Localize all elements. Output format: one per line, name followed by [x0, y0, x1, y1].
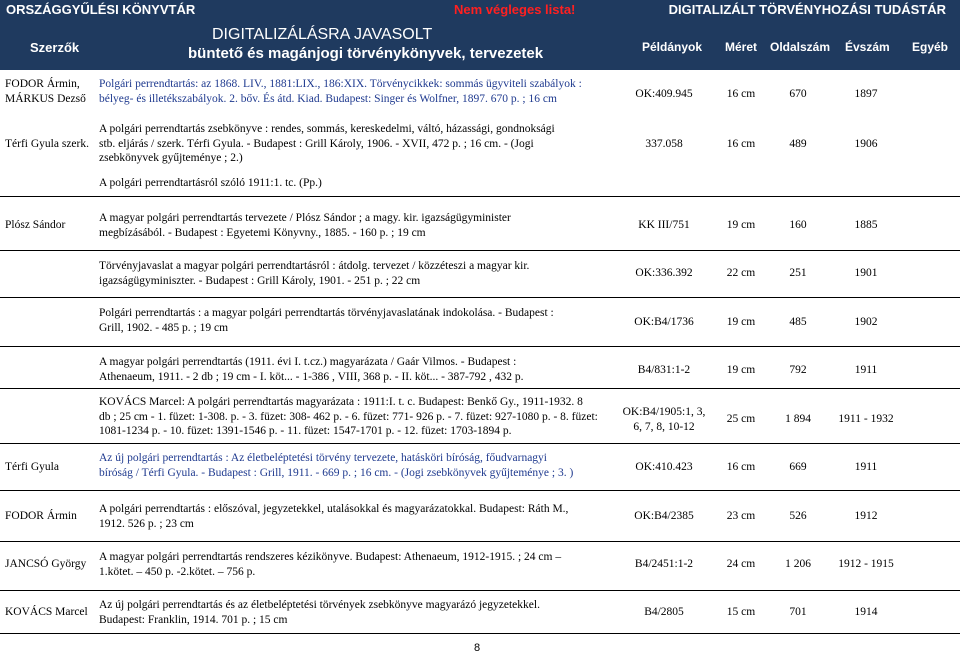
- copies-cell: B4/831:1-2: [637, 364, 691, 376]
- pages-cell: 792: [789, 364, 807, 376]
- title-cell: [99, 598, 540, 627]
- copies-cell: B4/2451:1-2: [634, 558, 694, 570]
- copies-cell: 337.058: [645, 138, 683, 150]
- row-divider: [0, 297, 960, 298]
- author-cell: Térfi Gyula szerk.: [5, 138, 89, 150]
- author-cell: Plósz Sándor: [5, 219, 66, 231]
- title-line: A magyar polgári perrendtartás rendszeres kézikönyve. Budapest: Athenaeum, 1912-1915. ; 24 cm –: [99, 551, 562, 563]
- author-line: FODOR Ármin,: [5, 78, 80, 90]
- title-line: A magyar polgári perrendtartás tervezete / Plósz Sándor ; a magy. kir. igazságügyminister: [99, 212, 511, 224]
- title-cell: [99, 259, 529, 288]
- title-line: Törvényjavaslat a magyar polgári perrendtartásról : átdolg. tervezet / közzéteszi a magyar kir.: [99, 260, 530, 272]
- size-cell: 24 cm: [726, 558, 756, 570]
- year-cell: 1901: [854, 267, 878, 279]
- pages-cell: 160: [789, 219, 807, 231]
- size-cell: 19 cm: [726, 364, 756, 376]
- copies-line: OK:B4/1905:1, 3,: [622, 406, 706, 418]
- row-divider: [0, 443, 960, 444]
- row-divider: [0, 250, 960, 251]
- table-header: [0, 20, 960, 70]
- title-cell: [99, 122, 555, 166]
- copies-cell: OK:B4/2385: [634, 510, 694, 522]
- title-line: 1912. 526 p. ; 23 cm: [99, 517, 194, 530]
- title-line: A polgári perrendtartás : előszóval, jegyzetekkel, utalásokkal és magyarázatokkal. Budapest: Ráth M.,: [99, 503, 569, 515]
- title-line: igazságügyminiszter. - Budapest : Grill Károly, 1901. - 251 p. ; 22 cm: [99, 274, 421, 287]
- title-line: Polgári perrendtartás: az 1868. LIV., 1881:LIX., 186:XIX. Törvénycikkek: sommás ügyviteli szabályok :: [99, 78, 582, 90]
- pages-cell: 526: [789, 510, 807, 522]
- copies-cell: KK III/751: [638, 219, 690, 231]
- top-bar: [0, 0, 960, 20]
- title-line: A polgári perrendtartás zsebkönyve : rendes, sommás, kereskedelmi, váltó, házassági, gondnoksági: [99, 123, 555, 135]
- row-divider: [0, 590, 960, 591]
- title-line: Grill, 1902. - 485 p. ; 19 cm: [99, 321, 229, 334]
- section-title: A polgári perrendtartásról szóló 1911:1. tc. (Pp.): [99, 177, 322, 189]
- title-line: KOVÁCS Marcel: A polgári perrendtartás magyarázata : 1911:I. t. c. Budapest: Benkő Gy., 1911-1932. 8: [99, 396, 583, 408]
- col-header-other: Egyéb: [912, 40, 949, 54]
- author-cell: [5, 77, 86, 106]
- size-cell: 25 cm: [726, 413, 756, 425]
- title-line: Budapest: Franklin, 1914. 701 p. ; 15 cm: [99, 613, 288, 626]
- title-line: stb. eljárás / szerk. Térfi Gyula. - Budapest : Grill Károly, 1906. - XVII, 472 p. ; 16 cm. - (Jogi: [99, 137, 534, 150]
- title-cell: [99, 395, 598, 439]
- col-header-pages: Oldalszám: [770, 40, 831, 54]
- author-cell: Térfi Gyula: [5, 461, 59, 473]
- title-cell: [99, 502, 568, 531]
- year-cell: 1911: [854, 364, 878, 376]
- pages-cell: 670: [789, 88, 807, 100]
- copies-cell: B4/2805: [644, 606, 684, 618]
- size-cell: 23 cm: [726, 510, 756, 522]
- title-cell: [99, 451, 573, 480]
- year-cell: 1906: [854, 138, 878, 150]
- title-line: db ; 25 cm - 1. füzet: 1-308. p. - 3. füzet: 308- 462 p. - 6. füzet: 771- 926 p. - 7. füzet: 927-1080 p. - 8. füzet:: [99, 410, 598, 423]
- title-cell: [99, 550, 561, 579]
- copies-cell: OK:410.423: [635, 461, 693, 473]
- draft-warning: Nem végleges lista!: [454, 2, 576, 17]
- pages-cell: 251: [789, 267, 807, 279]
- size-cell: 15 cm: [726, 606, 756, 618]
- title-line: Az új polgári perrendtartás : Az életbeléptetési törvény tervezete, hatásköri bíróság, főudvarnagyi: [99, 452, 548, 464]
- year-cell: 1914: [854, 606, 878, 618]
- col-header-authors: Szerzők: [30, 40, 80, 55]
- size-cell: 22 cm: [726, 267, 756, 279]
- title-line: zsebkönyvek gyűjteménye ; 2.): [99, 152, 243, 164]
- author-cell: JANCSÓ György: [5, 558, 87, 570]
- copies-cell: OK:409.945: [635, 88, 693, 100]
- library-name: ORSZÁGGYŰLÉSI KÖNYVTÁR: [6, 2, 196, 17]
- pages-cell: 1 894: [785, 413, 811, 425]
- title-line: 1081-1234 p. - 10. füzet: 1391-1546 p. - 11. füzet: 1547-1701 p. - 12. füzet: 1703-1894 p.: [99, 425, 512, 437]
- size-cell: 16 cm: [726, 88, 756, 100]
- author-line: MÁRKUS Dezső: [5, 92, 86, 105]
- year-cell: 1897: [854, 88, 878, 100]
- year-cell: 1902: [854, 316, 878, 328]
- col-header-year: Évszám: [845, 40, 890, 54]
- row-divider: [0, 346, 960, 347]
- copies-cell: OK:B4/1736: [634, 316, 694, 328]
- size-cell: 19 cm: [726, 219, 756, 231]
- title-line: 1.kötet. – 450 p. -2.kötet. – 756 p.: [99, 565, 256, 578]
- title-line: Az új polgári perrendtartás és az életbeléptetési törvények zsebkönyve magyarázó jegyzetekkel.: [99, 599, 540, 611]
- author-cell: FODOR Ármin: [5, 510, 77, 522]
- title-line: Polgári perrendtartás : a magyar polgári perrendtartás törvényjavaslatának indokolása. - Budapest :: [99, 307, 554, 319]
- row-divider: [0, 490, 960, 491]
- repository-name: DIGITALIZÁLT TÖRVÉNYHOZÁSI TUDÁSTÁR: [668, 2, 946, 17]
- year-cell: 1885: [854, 219, 878, 231]
- page-title: DIGITALIZÁLÁSRA JAVASOLT: [212, 26, 433, 43]
- title-cell: [99, 211, 511, 240]
- title-cell: [99, 306, 554, 335]
- col-header-copies: Példányok: [642, 40, 703, 54]
- row-divider: [0, 541, 960, 542]
- title-line: A magyar polgári perrendtartás (1911. évi I. t.cz.) magyarázata / Gaár Vilmos. - Budapest :: [99, 356, 517, 368]
- size-cell: 16 cm: [726, 138, 756, 150]
- size-cell: 16 cm: [726, 461, 756, 473]
- author-cell: KOVÁCS Marcel: [5, 606, 88, 618]
- year-cell: 1912: [854, 510, 878, 522]
- copies-cell: OK:336.392: [635, 267, 693, 279]
- pages-cell: 669: [789, 461, 807, 473]
- pages-cell: 485: [789, 316, 807, 328]
- year-cell: 1911 - 1932: [838, 413, 894, 425]
- pages-cell: 701: [789, 606, 807, 618]
- row-divider: [0, 633, 960, 634]
- copies-line: 6, 7, 8, 10-12: [633, 420, 695, 433]
- title-cell: [99, 355, 523, 384]
- pages-cell: 489: [789, 138, 807, 150]
- pages-cell: 1 206: [785, 558, 811, 570]
- title-line: bíróság / Térfi Gyula. - Budapest : Grill, 1911. - 669 p. ; 16 cm. - (Jogi zsebkönyvek gyűjteménye ; 3. ): [99, 466, 574, 479]
- page-subtitle: büntető és magánjogi törvénykönyvek, tervezetek: [188, 45, 544, 62]
- row-divider: [0, 388, 960, 389]
- copies-cell: [612, 405, 716, 434]
- title-line: megbízásából. - Budapest : Egyetemi Könyvny., 1885. - 160 p. ; 19 cm: [99, 226, 426, 239]
- title-line: Athenaeum, 1911. - 2 db ; 19 cm - I. köt... - 1-386 , VIII, 368 p. - II. köt... - 387-792 , 432 p.: [99, 370, 524, 383]
- page-number: 8: [474, 642, 481, 654]
- col-header-size: Méret: [725, 40, 758, 54]
- row-divider: [0, 196, 960, 197]
- size-cell: 19 cm: [726, 316, 756, 328]
- title-cell: [99, 77, 582, 106]
- year-cell: 1912 - 1915: [838, 558, 894, 570]
- year-cell: 1911: [854, 461, 878, 473]
- title-line: bélyeg- és illetékszabályok. 2. bőv. És átd. Kiad. Budapest: Singer és Wolfner, 1897. 670 p. ; 16 cm: [99, 92, 557, 105]
